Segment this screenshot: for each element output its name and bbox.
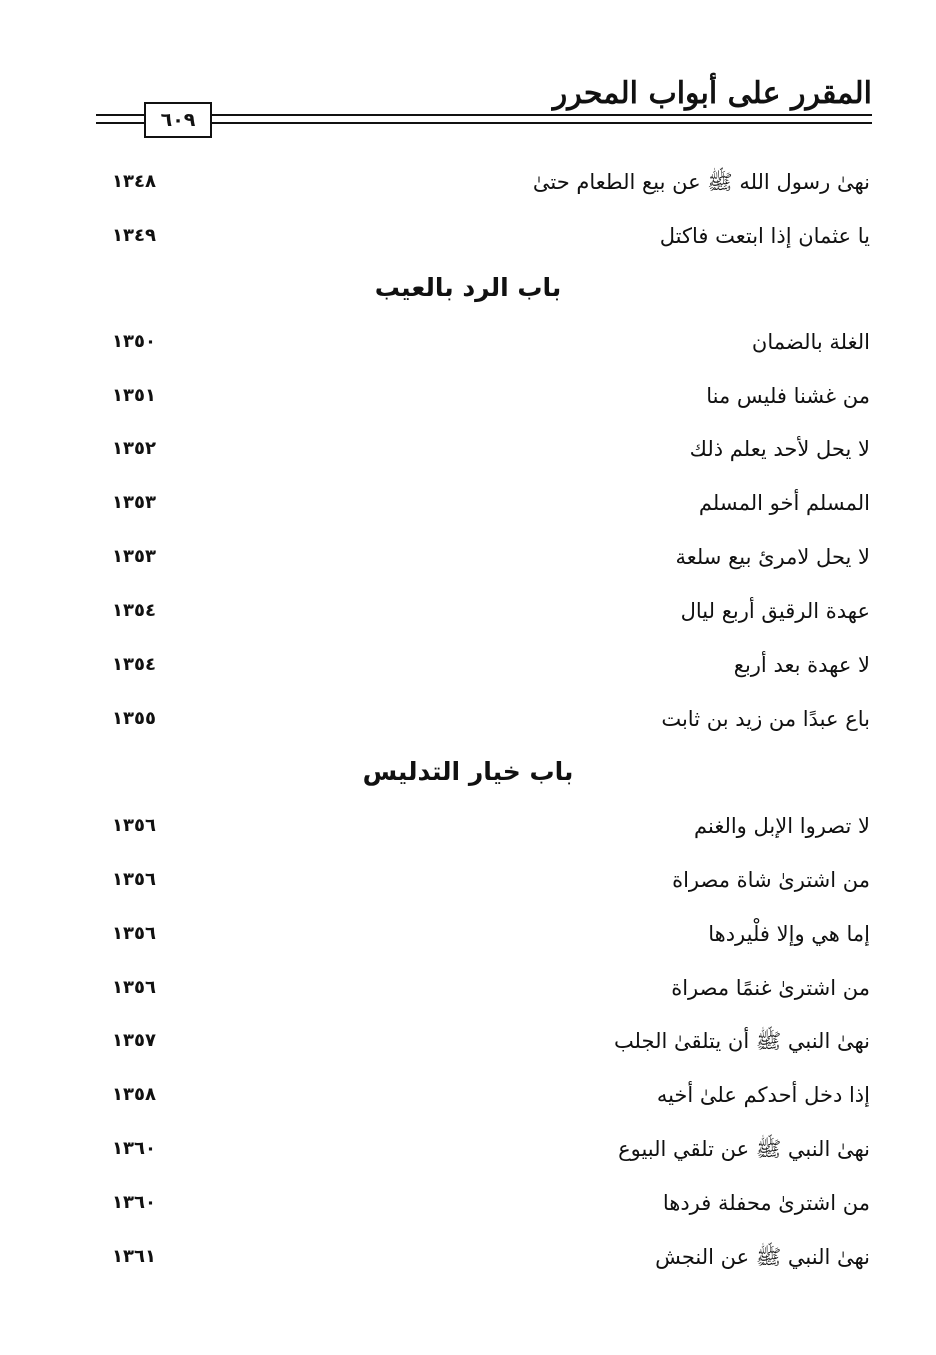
entry-page-number: ١٣٥٣ bbox=[112, 492, 156, 513]
index-entry bbox=[0, 860, 936, 900]
entry-page-number: ١٣٦١ bbox=[112, 1246, 156, 1267]
entry-page-number: ١٣٤٨ bbox=[112, 171, 156, 192]
index-entry bbox=[0, 1075, 936, 1115]
index-entry bbox=[0, 914, 936, 954]
index-entry bbox=[0, 429, 936, 469]
entry-text: نهىٰ النبي ﷺ أن يتلقىٰ الجلب bbox=[613, 1029, 870, 1053]
entry-text: من اشترىٰ محفلة فردها bbox=[662, 1191, 870, 1215]
entry-text: الغلة بالضمان bbox=[751, 330, 870, 354]
entry-page-number: ١٣٥٣ bbox=[112, 546, 156, 567]
entry-text: عهدة الرقيق أربع ليال bbox=[680, 599, 870, 623]
entry-text: لا يحل لامرئ بيع سلعة bbox=[675, 545, 870, 569]
entry-page-number: ١٣٦٠ bbox=[112, 1192, 156, 1213]
entry-text: من اشترىٰ شاة مصراة bbox=[672, 868, 870, 892]
entry-page-number: ١٣٥٦ bbox=[112, 977, 156, 998]
entry-text: باع عبدًا من زيد بن ثابت bbox=[661, 707, 870, 731]
entry-text: لا يحل لأحد يعلم ذلك bbox=[689, 437, 870, 461]
index-entry bbox=[0, 1183, 936, 1223]
entry-text: من اشترىٰ غنمًا مصراة bbox=[671, 976, 870, 1000]
entry-text: لا تصروا الإبل والغنم bbox=[694, 814, 870, 838]
index-entry bbox=[0, 216, 936, 256]
entry-page-number: ١٣٥٦ bbox=[112, 923, 156, 944]
index-entry bbox=[0, 376, 936, 416]
entry-text: من غشنا فليس منا bbox=[706, 384, 870, 408]
entry-page-number: ١٣٤٩ bbox=[112, 225, 156, 246]
index-entry bbox=[0, 1237, 936, 1277]
entry-text: إما هي وإلا فلْيردها bbox=[708, 922, 870, 946]
entry-page-number: ١٣٥٠ bbox=[112, 331, 156, 352]
entry-text: لا عهدة بعد أربع bbox=[733, 653, 870, 677]
entry-page-number: ١٣٥٧ bbox=[112, 1030, 156, 1051]
entry-text: نهىٰ النبي ﷺ عن تلقي البيوع bbox=[618, 1137, 870, 1161]
index-entry bbox=[0, 968, 936, 1008]
index-entry bbox=[0, 162, 936, 202]
index-entry bbox=[0, 806, 936, 846]
entry-text: يا عثمان إذا ابتعت فاكتل bbox=[659, 224, 870, 248]
entry-page-number: ١٣٥٤ bbox=[112, 600, 156, 621]
index-entry bbox=[0, 1021, 936, 1061]
section-heading: باب الرد بالعيب bbox=[374, 273, 562, 302]
entry-page-number: ١٣٥٢ bbox=[112, 438, 156, 459]
entry-page-number: ١٣٥٥ bbox=[112, 708, 156, 729]
entry-page-number: ١٣٥٦ bbox=[112, 815, 156, 836]
section-heading: باب خيار التدليس bbox=[362, 757, 574, 786]
entry-text: نهىٰ النبي ﷺ عن النجش bbox=[655, 1245, 870, 1269]
entry-page-number: ١٣٥٨ bbox=[112, 1084, 156, 1105]
index-entry bbox=[0, 591, 936, 631]
entry-page-number: ١٣٥١ bbox=[112, 385, 156, 406]
entry-text: نهىٰ رسول الله ﷺ عن بيع الطعام حتىٰ bbox=[532, 170, 870, 194]
entry-page-number: ١٣٦٠ bbox=[112, 1138, 156, 1159]
page-number: ٦٠٩ bbox=[160, 109, 196, 131]
entry-page-number: ١٣٥٦ bbox=[112, 869, 156, 890]
entry-page-number: ١٣٥٤ bbox=[112, 654, 156, 675]
index-entry bbox=[0, 537, 936, 577]
running-title: المقرر على أبواب المحرر bbox=[552, 76, 872, 111]
index-entry bbox=[0, 699, 936, 739]
index-entry bbox=[0, 483, 936, 523]
index-entry bbox=[0, 322, 936, 362]
index-entry bbox=[0, 1129, 936, 1169]
entry-text: إذا دخل أحدكم علىٰ أخيه bbox=[656, 1083, 870, 1107]
index-entry bbox=[0, 645, 936, 685]
entry-text: المسلم أخو المسلم bbox=[698, 491, 870, 515]
